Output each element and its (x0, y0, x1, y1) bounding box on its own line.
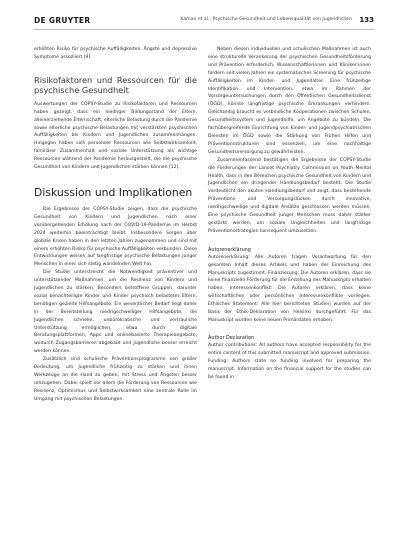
risk-paragraph: Auswertungen der COPSY-Studie zu Risikofaktoren und Ressourcen haben gezeigt, dass ein niedriger Bildungsstand der Eltern, alleinerziehende Elternschaft, elterliche Belastung durch die Pandemie sowie elterliche psychische Belastungen mit verstärkten psychischen Auffälligkeiten bei Kindern und Jugendlichen zusammenhängen. Hingegen haben sich personale Ressourcen wie Selbstwirksamkeit, familiärer Zusammenhalt und soziale Unterstützung als wichtige Ressourcen während der Pandemie herausgestellt, die die psychische Gesundheit von Kindern und Jugendlichen stärken können [12]. (34, 101, 197, 171)
running-title: Kaman et al.: Psychische Gesundheit und Lebensqualität von Jugendlichen (180, 17, 352, 22)
page-header (34, 16, 374, 28)
discussion-paragraph-3: Zusätzlich sind schulische Präventionsprogramme von großer Bedeutung, um Jugendliche frühzeitig zu stärken und ihnen Werkzeuge an die Hand zu geben, mit Stress und Ängsten besser umzugehen. Dabei spielt vor allem die Förderung von Ressourcen wie Resilienz, Optimismus und Selbstwirksamkeit eine zentrale Rolle im Umgang mit psychischen Belastungen. (34, 357, 197, 402)
declaration-heading: Author Declaration (208, 334, 255, 341)
subsection-heading: Risikofaktoren und Ressourcen für die psychische Gesundheit (34, 74, 197, 95)
page-number: 133 (359, 16, 374, 24)
header-divider (34, 29, 374, 30)
section-heading: Diskussion und Implikationen (34, 185, 193, 199)
contributions-paragraph: Autorenerklärung: Alle Autoren tragen Verantwortung für den gesamten Inhalt dieses Artikels und haben der Einreichung des Manuskripts zugestimmt. Finanzierung: Die Autoren erklären, dass sie keine finanzielle Förderung für die Erstellung des Manuskripts erhalten haben. Interessenkonflikt: Die Autoren erklären, dass keine wirtschaftlichen oder persönlichen Interessenkonflikte vorliegen. Ethisches Statement: Alle hier berichteten Studien wurden auf der Basis der Ethik-Deklaration von Helsinki durchgeführt. Für das Manuskript wurden keine neuen Primärdaten erhoben. (208, 254, 371, 323)
right-column (208, 46, 371, 381)
structural-paragraph: Neben diesen individuellen und schulischen Maßnahmen ist auch eine strukturelle Verankerung der psychischen Gesundheitsförderung und Prävention erforderlich. Wissenschaftlerinnen und Kliniker:innen fordern seit vielen Jahren ein systematisches Screening für psychische Auffälligkeiten im Kinder- und Jugendalter. Eine frühzeitige Identifikation und Intervention, etwa im Rahmen der Vorsorgeuntersuchungen durch den Öffentlichen Gesundheitsdienst (ÖGD), könnte langfristige psychische Erkrankungen verhindern. Gleichzeitig braucht es verbindliche Kooperationen zwischen Schulen, Gesundheitssystem und Jugendhilfe, um Angebote zu bündeln. Die fachübergreifende Einrichtung von Kinder- und Jugendpsychiatrischen Diensten im ÖGD sowie die Stärkung von Frühen Hilfen und Präventionsstrukturen sind essenziell, um eine nachhaltige Gesundheitsversorgung zu gewährleisten. (208, 47, 371, 155)
summary-paragraph: Zusammenfassend bestätigen die Ergebnisse der COPSY-Studie die Forderungen der Lancet Psychiatry Commission on Youth Mental Health, dass in den Bereichen psychische Gesundheit von Kindern und Jugendlichen ein dringender Handlungsbedarf besteht. Die Studie verdeutlicht den akuten Handlungsbedarf und zeigt, dass bestehende Präventions- und Versorgungslücken durch innovative, niedrigschwellige und digitale Ansätze geschlossen werden müssen. Eine psychische Gesundheit junger Menschen muss daher stärker gestärkt werden, um soziale Ungleichheiten und langfristige Präventionsstrategien konsequent umzusetzen. (208, 157, 371, 234)
discussion-paragraph-1: Die Ergebnisse der COPSY-Studie zeigen, dass die psychische Gesundheit von Kindern und Jugendlichen nach einer vorübergehenden Erholung nach der COVID-19-Pandemie im Herbst 2024 weiterhin beeinträchtigt bleibt. Insbesondere Sorgen über globale Krisen haben in den letzten Jahren zugenommen und sind mit einem erhöhten Risiko für psychische Auffälligkeiten verbunden. Diese Entwicklungen weisen auf langfristige psychische Belastungen junger Menschen in einer sich stetig wandelnden Welt hin. (34, 206, 197, 268)
contributions-heading: Autorenerklärung (208, 246, 251, 253)
discussion-paragraph-2: Die Studie unterstreicht die Notwendigkeit präventiver und unterstützender Maßnahmen, um die Resilienz von Kindern und Jugendlichen zu stärken. Besonders betroffene Gruppen, darunter sozial benachteiligte Kinder und Kinder psychisch belasteter Eltern, benötigen gezielte Hilfsangebote. Ein wesentlicher Bedarf liegt daher in der Bereitstellung niedrigschwelliger Hilfsangebote, die Jugendlichen schnelle, unbürokratische und vertrauliche Unterstützung ermöglichen, etwa durch digitale Beratungsplattformen, Apps und onlinebasierte Therapieangebote, wodurch Zugangsbarrieren abgebaut und Jugendliche besser erreicht werden können. (34, 270, 197, 355)
left-column (34, 46, 197, 404)
intro-paragraph: erhöhten Risiko für psychische Auffälligkeiten, Ängste und depressive Symptome assoziiert [9]. (34, 47, 197, 60)
publisher-logo: DE GRUYTER (34, 16, 91, 25)
declaration-paragraph: Author contributions: All authors have accepted responsibility for the entire content of this submitted manuscript and approved submission. Funding: Authors state no funding involved for preparing the manuscript. Information on the financial support for the studies can be found in (208, 342, 371, 380)
